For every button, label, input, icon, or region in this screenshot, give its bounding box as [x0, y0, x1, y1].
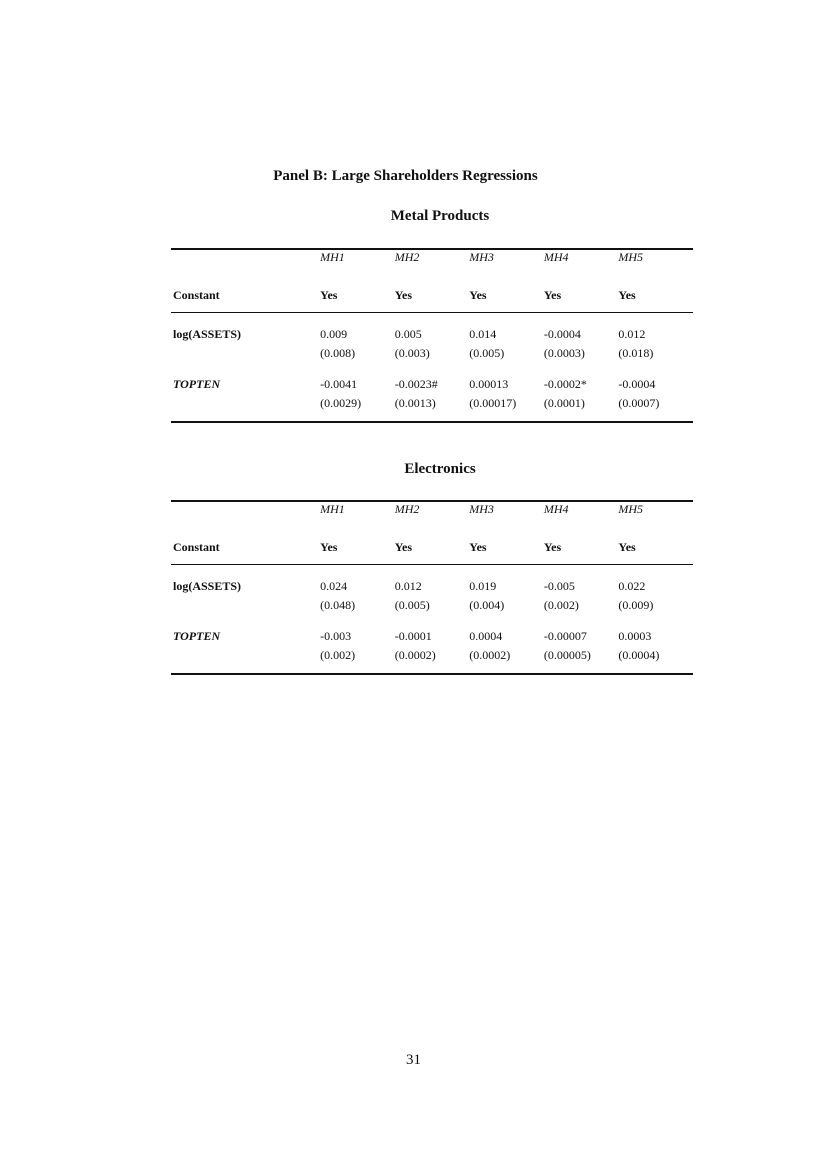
std-error: (0.018) [618, 346, 654, 360]
header-blank [171, 501, 320, 520]
coefficient: -0.0004 [543, 327, 581, 341]
coef-cell [544, 313, 619, 364]
coefficient: 0.005 [394, 327, 422, 341]
row-label: log(ASSETS) [173, 579, 242, 593]
header-mh3: MH3 [469, 502, 494, 516]
section-title-metal-products: Metal Products [390, 208, 490, 224]
coef-cell [469, 313, 544, 364]
std-error: (0.005) [469, 346, 505, 360]
page-number: 31 [406, 1052, 421, 1068]
coefficient: -0.0023# [394, 377, 438, 391]
coef-cell [618, 565, 693, 616]
constant-cell: Yes [544, 520, 619, 565]
coef-cell [395, 313, 470, 364]
table-row [171, 363, 693, 422]
coefficient: 0.024 [320, 579, 348, 593]
coef-cell [469, 615, 544, 674]
std-error: (0.004) [469, 598, 505, 612]
std-error: (0.005) [394, 598, 430, 612]
coef-cell [544, 565, 619, 616]
coefficient: 0.012 [394, 579, 422, 593]
coefficient: 0.019 [469, 579, 497, 593]
table-row [171, 615, 693, 674]
constant-cell: Yes [469, 268, 544, 313]
constant-cell: Yes [618, 520, 693, 565]
std-error: (0.048) [320, 598, 356, 612]
std-error: (0.0029) [320, 396, 362, 410]
header-mh5: MH5 [618, 502, 644, 516]
coefficient: 0.022 [618, 579, 646, 593]
std-error: (0.003) [394, 346, 430, 360]
coefficient: 0.009 [320, 327, 348, 341]
std-error: (0.0004) [618, 648, 660, 662]
constant-row [171, 268, 693, 313]
row-label: log(ASSETS) [173, 327, 242, 341]
coef-cell [395, 615, 470, 674]
coef-cell [320, 565, 395, 616]
std-error: (0.002) [543, 598, 579, 612]
coefficient: 0.0004 [469, 629, 503, 643]
coefficient: -0.005 [543, 579, 575, 593]
constant-cell: Yes [320, 520, 395, 565]
coefficient: -0.0002* [543, 377, 587, 391]
coefficient: -0.0041 [320, 377, 358, 391]
header-mh4: MH4 [543, 250, 569, 264]
coefficient: -0.003 [320, 629, 352, 643]
constant-cell: Yes [618, 268, 693, 313]
coef-cell [469, 363, 544, 422]
std-error: (0.00017) [469, 396, 517, 410]
coef-cell [544, 615, 619, 674]
coef-cell [469, 565, 544, 616]
header-mh5: MH5 [618, 250, 644, 264]
row-label: TOPTEN [173, 629, 221, 643]
coef-cell [320, 363, 395, 422]
table-row [171, 565, 693, 616]
coefficient: 0.00013 [469, 377, 509, 391]
row-label: Constant [171, 268, 320, 313]
constant-cell: Yes [544, 268, 619, 313]
coefficient: 0.0003 [618, 629, 652, 643]
coefficient: -0.0004 [618, 377, 656, 391]
std-error: (0.0002) [394, 648, 436, 662]
std-error: (0.008) [320, 346, 356, 360]
header-blank [171, 249, 320, 268]
row-label: TOPTEN [173, 377, 221, 391]
coef-cell [395, 363, 470, 422]
coef-cell [544, 363, 619, 422]
coefficient: 0.014 [469, 327, 497, 341]
std-error: (0.0007) [618, 396, 660, 410]
section-title-electronics: Electronics [404, 461, 476, 477]
constant-cell: Yes [395, 520, 470, 565]
constant-cell: Yes [469, 520, 544, 565]
panel-title-text: Panel B: Large Shareholders Regressions [273, 168, 538, 184]
std-error: (0.0002) [469, 648, 511, 662]
panel-title [0, 168, 827, 185]
header-mh3: MH3 [469, 250, 494, 264]
row-label: Constant [171, 520, 320, 565]
table-header-row [171, 249, 693, 268]
table-header-row [171, 501, 693, 520]
coef-cell [320, 313, 395, 364]
coef-cell [618, 615, 693, 674]
table-row [171, 313, 693, 364]
electronics-table [171, 500, 693, 675]
coef-cell [320, 615, 395, 674]
coefficient: -0.00007 [543, 629, 587, 643]
coefficient: -0.0001 [394, 629, 432, 643]
metal-products-table [171, 248, 693, 423]
std-error: (0.00005) [543, 648, 591, 662]
header-mh1: MH1 [320, 250, 345, 264]
constant-cell: Yes [320, 268, 395, 313]
coef-cell [618, 363, 693, 422]
constant-cell: Yes [395, 268, 470, 313]
std-error: (0.009) [618, 598, 654, 612]
header-mh2: MH2 [394, 250, 420, 264]
std-error: (0.0003) [543, 346, 585, 360]
coef-cell [395, 565, 470, 616]
header-mh4: MH4 [543, 502, 569, 516]
std-error: (0.002) [320, 648, 356, 662]
std-error: (0.0013) [394, 396, 436, 410]
header-mh1: MH1 [320, 502, 345, 516]
coef-cell [618, 313, 693, 364]
constant-row [171, 520, 693, 565]
header-mh2: MH2 [394, 502, 420, 516]
coefficient: 0.012 [618, 327, 646, 341]
std-error: (0.0001) [543, 396, 585, 410]
